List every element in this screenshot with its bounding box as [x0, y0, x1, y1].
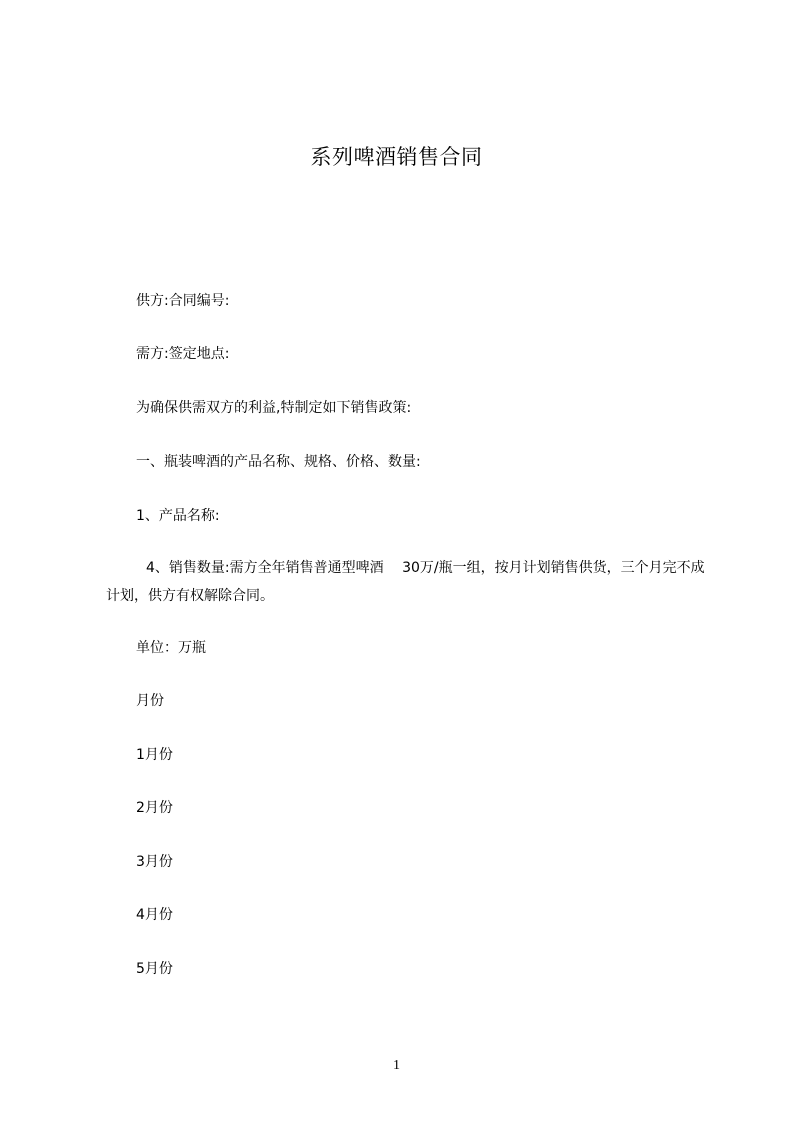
month-header: 月份 [136, 693, 164, 709]
month-item: 4月份 [136, 907, 173, 923]
buyer-line: 需方:签定地点: [136, 346, 230, 362]
sales-quantity-paragraph: 4、销售数量:需方全年销售普通型啤酒 30万/瓶一组，按月计划销售供货，三个月完不成计划，供方有权解除合同。 [106, 560, 705, 604]
month-item: 2月份 [136, 800, 173, 816]
month-item: 3月份 [136, 854, 173, 870]
month-item: 5月份 [136, 961, 173, 977]
month-item: 1月份 [136, 747, 173, 763]
supplier-line: 供方:合同编号: [136, 293, 230, 309]
document-title: 系列啤酒销售合同 [310, 145, 483, 169]
unit-line: 单位：万瓶 [136, 640, 206, 656]
intro-line: 为确保供需双方的利益,特制定如下销售政策: [136, 400, 412, 416]
section-heading: 一、瓶装啤酒的产品名称、规格、价格、数量: [136, 454, 421, 470]
product-name-line: 1、产品名称: [136, 508, 220, 524]
page-number: 1 [393, 1058, 400, 1073]
